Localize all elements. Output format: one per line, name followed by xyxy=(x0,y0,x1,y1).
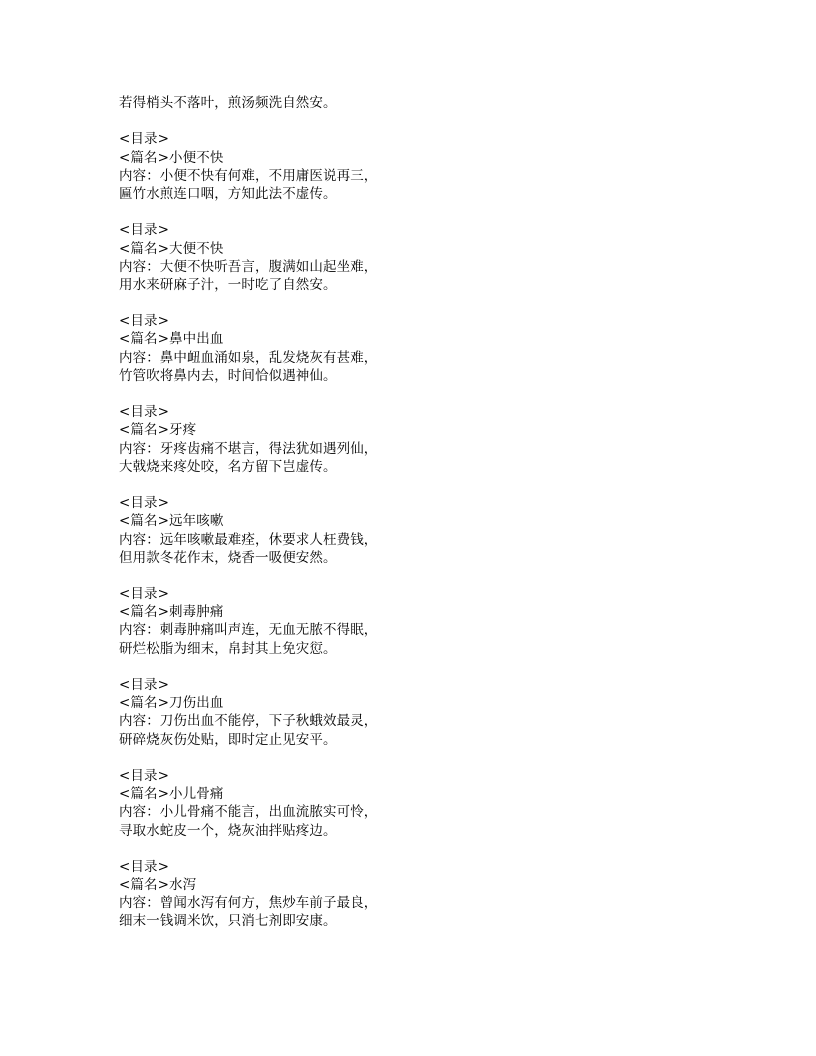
entry-content-line-1: 内容：大便不快听吾言，腹满如山起坐难， xyxy=(119,258,378,275)
toc-marker: <目录> xyxy=(119,131,170,148)
entry-content-line-2: 竹管吹将鼻内去，时间恰似遇神仙。 xyxy=(119,367,337,384)
toc-marker: <目录> xyxy=(119,586,170,603)
entry-content-line-1: 内容：鼻中衄血涌如泉，乱发烧灰有甚难， xyxy=(119,349,378,366)
toc-marker: <目录> xyxy=(119,404,170,421)
entry-title: <篇名>大便不快 xyxy=(119,240,224,257)
entry-4 xyxy=(119,403,799,476)
entry-title: <篇名>牙疼 xyxy=(119,422,197,439)
entry-content-line-1: 内容：刀伤出血不能停，下子秋蛾效最灵， xyxy=(119,713,378,730)
entry-1 xyxy=(119,130,799,203)
entry-content-line-1: 内容：牙疼齿痛不堪言，得法犹如遇列仙， xyxy=(119,440,378,457)
entry-content-line-2: 用水来研麻子汁，一时吃了自然安。 xyxy=(119,276,337,293)
entry-content-line-1: 内容：远年咳嗽最难痊，休要求人枉费钱， xyxy=(119,531,378,548)
entry-content-line-1: 内容：小便不快有何难，不用庸医说再三， xyxy=(119,167,378,184)
entry-6 xyxy=(119,585,799,658)
entry-9 xyxy=(119,858,799,931)
entry-title: <篇名>鼻中出血 xyxy=(119,331,224,348)
document-body xyxy=(119,94,799,949)
entry-title: <篇名>刀伤出血 xyxy=(119,695,224,712)
entry-5 xyxy=(119,494,799,567)
entry-2 xyxy=(119,221,799,294)
entry-title: <篇名>刺毒肿痛 xyxy=(119,604,224,621)
toc-marker: <目录> xyxy=(119,858,170,875)
intro-line: 若得梢头不落叶，煎汤频洗自然安。 xyxy=(119,95,337,111)
entry-content-line-2: 大戟烧来疼处咬，名方留下岂虚传。 xyxy=(119,458,337,475)
toc-marker: <目录> xyxy=(119,313,170,330)
entry-content-line-1: 内容：曾闻水泻有何方，焦炒车前子最良， xyxy=(119,895,378,912)
entry-content-line-2: 细末一钱调米饮，只消七剂即安康。 xyxy=(119,913,337,930)
toc-marker: <目录> xyxy=(119,222,170,239)
toc-marker: <目录> xyxy=(119,677,170,693)
entry-7 xyxy=(119,676,799,749)
entry-content-line-2: 研碎烧灰伤处贴，即时定止见安平。 xyxy=(119,731,337,748)
entry-content-line-1: 内容：刺毒肿痛叫声连，无血无脓不得眠， xyxy=(119,622,378,639)
toc-marker: <目录> xyxy=(119,495,170,512)
entry-title: <篇名>水泻 xyxy=(119,877,197,894)
entry-title: <篇名>远年咳嗽 xyxy=(119,513,224,530)
entry-content-line-2: 研烂松脂为细末，帛封其上免灾愆。 xyxy=(119,640,337,657)
entry-3 xyxy=(119,312,799,385)
entry-content-line-2: 但用款冬花作末，烧香一吸便安然。 xyxy=(119,549,337,566)
entry-title: <篇名>小儿骨痛 xyxy=(119,786,224,803)
entry-title: <篇名>小便不快 xyxy=(119,149,224,166)
entry-content-line-2: 匾竹水煎连口咽，方知此法不虚传。 xyxy=(119,185,337,202)
entry-8 xyxy=(119,767,799,840)
toc-marker: <目录> xyxy=(119,767,170,784)
entry-content-line-2: 寻取水蛇皮一个，烧灰油拌贴疼边。 xyxy=(119,822,337,839)
entry-content-line-1: 内容：小儿骨痛不能言，出血流脓实可怜， xyxy=(119,804,378,821)
